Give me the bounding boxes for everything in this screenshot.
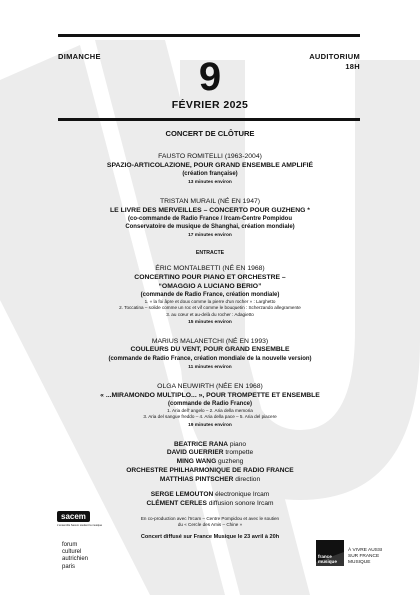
france-musique-logo-text: france musique [318,554,337,564]
sacem-logo: sacem [57,511,90,522]
work-title: LE LIVRE DES MERVEILLES – CONCERTO POUR GUZHENG * [110,206,310,214]
movement-line: 3. Aria del sangue freddo – 4. Aria della pace – 5. Aria del piacere [143,414,277,420]
composer: TRISTAN MURAIL (NÉ EN 1947) [159,198,261,206]
entracte-label: ENTRACTE [195,250,225,257]
credit-name: CLÉMENT CERLES [146,499,207,507]
top-rule [58,34,360,37]
fm-line: MUSIQUE [348,560,371,565]
performer [0,476,420,485]
work-title: « ...MIRAMONDO MULTIPLO... », POUR TROMPETTE ET ENSEMBLE [100,391,320,399]
movement-line: 3. au cœur et au-delà du rocher : Adagietto [166,311,254,317]
performer-role: direction [235,476,261,484]
venue: AUDITORIUM [309,52,360,61]
performer-name: BEATRICE RANA [173,440,229,448]
france-musique-logo [316,540,344,566]
performer-name: DAVID GUERRIER [166,449,224,457]
technical-credits [0,491,420,509]
work-duration: 13 minutes environ [188,180,232,186]
work-note: (commande de Radio France) [167,401,253,408]
coproduction-line: En co-production avec l'Ircam – Centre Pompidou et avec le soutien [140,515,280,521]
movement-line: 1. « la foi âpre et doux comme la pierre d'un rocher » : Larghetto [144,299,276,305]
forum-line: paris [62,563,76,570]
forum-line: forum [62,542,78,548]
middle-rule [58,118,360,121]
work-note: Conservatoire de musique de Shanghai, création mondiale) [125,224,295,231]
concert-title: CONCERT DE CLÔTURE [165,129,255,138]
work-block [0,153,420,188]
performer-role: trompette [225,449,254,457]
coproduction-line: du « Cercle des Amis – Chine » [177,522,243,528]
work-block [0,265,420,327]
movement-line: 2. Toccatina – solide comme un roc et vif comme le bouquetin : Scherzando allegramente [119,305,301,311]
performer-name: MATTHIAS PINTSCHER [159,476,234,484]
broadcast-note: Concert diffusé sur France Musique le 23 avril à 20h [140,534,280,541]
credit-role: électronique Ircam [215,491,270,499]
work-title: SPAZIO-ARTICOLAZIONE, POUR GRAND ENSEMBLE AMPLIFIÉ [106,161,314,169]
performer-name: ORCHESTRE PHILHARMONIQUE DE RADIO FRANCE [126,467,294,475]
program-listing [0,129,420,540]
work-title: CONCERTINO POUR PIANO ET ORCHESTRE – [134,273,286,281]
composer: FAUSTO ROMITELLI (1963-2004) [158,153,262,160]
forum-culturel-logo [62,542,88,571]
fm-line: À VIVRE AUSSI [348,548,383,553]
technical-credit [0,491,420,500]
work-duration: 11 minutes environ [188,364,232,370]
work-note: (création française) [182,171,238,178]
forum-line: culturel [62,549,82,556]
composer: ÉRIC MONTALBETTI (NÉ EN 1968) [155,265,265,273]
concert-time: 18H [345,62,360,71]
work-block [0,338,420,373]
work-subtitle: “OMAGGIO A LUCIANO BERIO” [158,282,262,290]
technical-credit [0,500,420,509]
day-name: DIMANCHE [58,52,101,61]
credit-role: diffusion sonore Ircam [208,499,274,507]
work-duration: 15 minutes environ [188,319,232,325]
performer-name: MING WANG [176,458,217,466]
work-note: (commande de Radio France, création mondiale de la nouvelle version) [108,355,312,362]
fm-line: SUR FRANCE [348,554,380,559]
work-title: COULEURS DU VENT, POUR GRAND ENSEMBLE [130,346,290,354]
credit-name: SERGE LEMOUTON [150,491,214,499]
performer-role: piano [229,440,247,448]
work-note: (commande de Radio France, création mondiale) [140,292,280,299]
performer [0,458,420,467]
work-duration: 17 minutes environ [188,233,232,239]
composer: MARIUS MALANETCHI (NÉ EN 1993) [151,337,269,345]
work-duration: 19 minutes environ [188,422,232,428]
performer [0,467,420,476]
sacem-tagline: L'ensemble Sacem soutient la musique [57,524,103,527]
performer-role: guzheng [218,458,244,466]
composer: OLGA NEUWIRTH (NÉE EN 1968) [157,382,263,390]
france-musique-note [348,548,408,566]
day-number: 9 [198,55,222,99]
performer [0,449,420,458]
performers-list [0,441,420,486]
month-year: FÉVRIER 2025 [171,99,249,111]
work-block [0,383,420,431]
performer [0,441,420,450]
movement-line: 1. Aria dell' angelo – 2. Aria della memoria [167,408,253,414]
forum-line: autrichien [62,556,89,563]
work-note: (co-commande de Radio France / Ircam-Centre Pompidou [127,216,293,223]
work-block [0,198,420,241]
